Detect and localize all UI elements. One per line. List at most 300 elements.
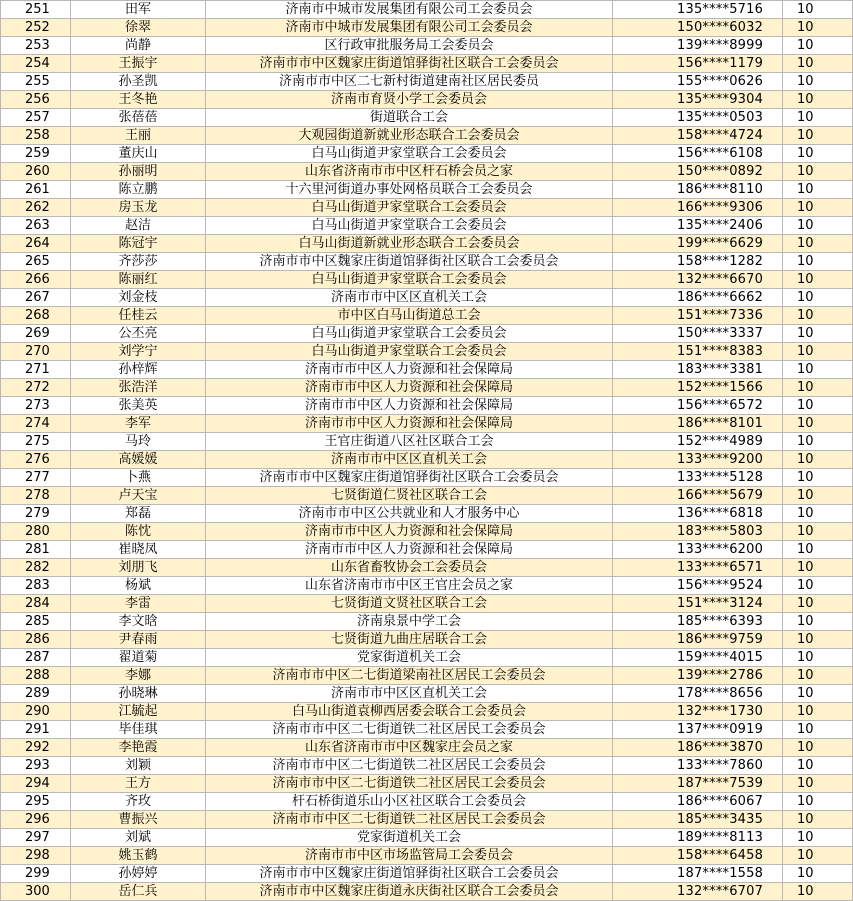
score-cell: 10	[783, 127, 853, 145]
table-row	[1, 487, 853, 505]
organization-cell: 区行政审批服务局工会委员会	[206, 37, 613, 55]
phone-cell: 189****8113	[613, 829, 783, 847]
phone-cell: 156****1179	[613, 55, 783, 73]
member-name-cell: 赵洁	[71, 217, 206, 235]
member-name-cell: 李军	[71, 415, 206, 433]
organization-cell: 济南市市中区人力资源和社会保障局	[206, 523, 613, 541]
score-cell: 10	[783, 37, 853, 55]
phone-cell: 187****7539	[613, 775, 783, 793]
phone-cell: 135****0503	[613, 109, 783, 127]
member-name-cell: 尹春雨	[71, 631, 206, 649]
organization-cell: 白马山街道尹家堂联合工会委员会	[206, 199, 613, 217]
table-row	[1, 775, 853, 793]
member-name-cell: 李艳霞	[71, 739, 206, 757]
member-name-cell: 孙丽明	[71, 163, 206, 181]
table-row	[1, 289, 853, 307]
table-row	[1, 37, 853, 55]
member-name-cell: 张美英	[71, 397, 206, 415]
row-number-cell: 295	[1, 793, 71, 811]
organization-cell: 白马山街道尹家堂联合工会委员会	[206, 325, 613, 343]
row-number-cell: 260	[1, 163, 71, 181]
row-number-cell: 279	[1, 505, 71, 523]
score-cell: 10	[783, 811, 853, 829]
organization-cell: 济南市市中区公共就业和人才服务中心	[206, 505, 613, 523]
row-number-cell: 288	[1, 667, 71, 685]
table-row	[1, 415, 853, 433]
phone-cell: 183****3381	[613, 361, 783, 379]
table-row	[1, 649, 853, 667]
member-name-cell: 李娜	[71, 667, 206, 685]
member-name-cell: 尚静	[71, 37, 206, 55]
table-row	[1, 721, 853, 739]
score-cell: 10	[783, 613, 853, 631]
row-number-cell: 291	[1, 721, 71, 739]
table-row	[1, 397, 853, 415]
score-cell: 10	[783, 253, 853, 271]
score-cell: 10	[783, 307, 853, 325]
phone-cell: 185****3435	[613, 811, 783, 829]
phone-cell: 139****8999	[613, 37, 783, 55]
organization-cell: 济南市市中区魏家庄街道馆驿街社区联合工会委员会	[206, 253, 613, 271]
row-number-cell: 280	[1, 523, 71, 541]
phone-cell: 183****5803	[613, 523, 783, 541]
member-name-cell: 刘斌	[71, 829, 206, 847]
phone-cell: 159****4015	[613, 649, 783, 667]
organization-cell: 七贤街道文贤社区联合工会	[206, 595, 613, 613]
member-name-cell: 刘学宁	[71, 343, 206, 361]
member-name-cell: 王冬艳	[71, 91, 206, 109]
organization-cell: 白马山街道尹家堂联合工会委员会	[206, 145, 613, 163]
phone-cell: 166****9306	[613, 199, 783, 217]
phone-cell: 156****6108	[613, 145, 783, 163]
score-cell: 10	[783, 1, 853, 19]
table-row	[1, 757, 853, 775]
score-cell: 10	[783, 739, 853, 757]
row-number-cell: 268	[1, 307, 71, 325]
score-cell: 10	[783, 559, 853, 577]
score-cell: 10	[783, 649, 853, 667]
table-row	[1, 595, 853, 613]
organization-cell: 济南市市中区二七街道梁南社区居民工会委员会	[206, 667, 613, 685]
row-number-cell: 286	[1, 631, 71, 649]
table-row	[1, 271, 853, 289]
table-row	[1, 703, 853, 721]
row-number-cell: 297	[1, 829, 71, 847]
row-number-cell: 292	[1, 739, 71, 757]
member-name-cell: 董庆山	[71, 145, 206, 163]
score-cell: 10	[783, 145, 853, 163]
table-row	[1, 379, 853, 397]
organization-cell: 山东省济南市市中区杆石桥会员之家	[206, 163, 613, 181]
table-row	[1, 541, 853, 559]
phone-cell: 135****5716	[613, 1, 783, 19]
member-name-cell: 江毓起	[71, 703, 206, 721]
phone-cell: 158****1282	[613, 253, 783, 271]
row-number-cell: 300	[1, 883, 71, 901]
member-name-cell: 李文晗	[71, 613, 206, 631]
table-row	[1, 883, 853, 901]
table-row	[1, 235, 853, 253]
table-row	[1, 181, 853, 199]
organization-cell: 济南市中城市发展集团有限公司工会委员会	[206, 1, 613, 19]
table-row	[1, 145, 853, 163]
table-row	[1, 811, 853, 829]
member-name-cell: 孙梓辉	[71, 361, 206, 379]
score-cell: 10	[783, 865, 853, 883]
score-cell: 10	[783, 523, 853, 541]
member-name-cell: 公丕亮	[71, 325, 206, 343]
table-row	[1, 127, 853, 145]
organization-cell: 济南市市中区二七新村街道建南社区居民委员	[206, 73, 613, 91]
score-cell: 10	[783, 361, 853, 379]
table-row	[1, 577, 853, 595]
member-name-cell: 崔晓凤	[71, 541, 206, 559]
row-number-cell: 274	[1, 415, 71, 433]
phone-cell: 152****1566	[613, 379, 783, 397]
row-number-cell: 273	[1, 397, 71, 415]
row-number-cell: 293	[1, 757, 71, 775]
score-cell: 10	[783, 55, 853, 73]
member-name-cell: 杨斌	[71, 577, 206, 595]
organization-cell: 白马山街道尹家堂联合工会委员会	[206, 271, 613, 289]
row-number-cell: 261	[1, 181, 71, 199]
row-number-cell: 271	[1, 361, 71, 379]
score-cell: 10	[783, 109, 853, 127]
row-number-cell: 255	[1, 73, 71, 91]
member-name-cell: 卢天宝	[71, 487, 206, 505]
organization-cell: 七贤街道仁贤社区联合工会	[206, 487, 613, 505]
member-name-cell: 马玲	[71, 433, 206, 451]
phone-cell: 132****1730	[613, 703, 783, 721]
organization-cell: 济南市市中区魏家庄街道馆驿街社区联合工会委员会	[206, 469, 613, 487]
row-number-cell: 277	[1, 469, 71, 487]
row-number-cell: 282	[1, 559, 71, 577]
row-number-cell: 289	[1, 685, 71, 703]
phone-cell: 150****3337	[613, 325, 783, 343]
table-row	[1, 613, 853, 631]
score-cell: 10	[783, 757, 853, 775]
score-cell: 10	[783, 469, 853, 487]
table-row	[1, 163, 853, 181]
phone-cell: 158****6458	[613, 847, 783, 865]
table-row	[1, 217, 853, 235]
score-cell: 10	[783, 685, 853, 703]
table-row	[1, 505, 853, 523]
row-number-cell: 251	[1, 1, 71, 19]
table-row	[1, 1, 853, 19]
score-cell: 10	[783, 451, 853, 469]
member-name-cell: 刘金枝	[71, 289, 206, 307]
score-cell: 10	[783, 667, 853, 685]
score-cell: 10	[783, 793, 853, 811]
organization-cell: 济南市市中区区直机关工会	[206, 685, 613, 703]
score-cell: 10	[783, 595, 853, 613]
organization-cell: 白马山街道尹家堂联合工会委员会	[206, 343, 613, 361]
phone-cell: 133****7860	[613, 757, 783, 775]
organization-cell: 济南市中城市发展集团有限公司工会委员会	[206, 19, 613, 37]
score-cell: 10	[783, 235, 853, 253]
score-cell: 10	[783, 73, 853, 91]
organization-cell: 济南市市中区人力资源和社会保障局	[206, 361, 613, 379]
member-name-cell: 王丽	[71, 127, 206, 145]
phone-cell: 136****6818	[613, 505, 783, 523]
row-number-cell: 284	[1, 595, 71, 613]
member-name-cell: 岳仁兵	[71, 883, 206, 901]
member-name-cell: 孙圣凯	[71, 73, 206, 91]
row-number-cell: 258	[1, 127, 71, 145]
organization-cell: 十六里河街道办事处网格员联合工会委员会	[206, 181, 613, 199]
member-name-cell: 王方	[71, 775, 206, 793]
score-cell: 10	[783, 397, 853, 415]
row-number-cell: 287	[1, 649, 71, 667]
row-number-cell: 267	[1, 289, 71, 307]
score-cell: 10	[783, 829, 853, 847]
row-number-cell: 298	[1, 847, 71, 865]
score-cell: 10	[783, 19, 853, 37]
organization-cell: 山东省济南市市中区王官庄会员之家	[206, 577, 613, 595]
member-name-cell: 房玉龙	[71, 199, 206, 217]
score-cell: 10	[783, 631, 853, 649]
score-cell: 10	[783, 379, 853, 397]
member-name-cell: 曹振兴	[71, 811, 206, 829]
organization-cell: 济南市市中区人力资源和社会保障局	[206, 397, 613, 415]
score-cell: 10	[783, 505, 853, 523]
score-cell: 10	[783, 91, 853, 109]
row-number-cell: 281	[1, 541, 71, 559]
row-number-cell: 285	[1, 613, 71, 631]
table-row	[1, 343, 853, 361]
phone-cell: 152****4989	[613, 433, 783, 451]
organization-cell: 王官庄街道八区社区联合工会	[206, 433, 613, 451]
phone-cell: 133****6200	[613, 541, 783, 559]
phone-cell: 199****6629	[613, 235, 783, 253]
organization-cell: 党家街道机关工会	[206, 829, 613, 847]
score-cell: 10	[783, 343, 853, 361]
organization-cell: 济南市市中区二七街道铁二社区居民工会委员会	[206, 721, 613, 739]
row-number-cell: 259	[1, 145, 71, 163]
row-number-cell: 299	[1, 865, 71, 883]
table-row	[1, 865, 853, 883]
row-number-cell: 263	[1, 217, 71, 235]
table-row	[1, 559, 853, 577]
table-row	[1, 109, 853, 127]
table-row	[1, 73, 853, 91]
phone-cell: 156****6572	[613, 397, 783, 415]
phone-cell: 150****0892	[613, 163, 783, 181]
organization-cell: 济南市市中区魏家庄街道馆驿街社区联合工会委员会	[206, 865, 613, 883]
table-row	[1, 667, 853, 685]
organization-cell: 济南市育贤小学工会委员会	[206, 91, 613, 109]
organization-cell: 济南市市中区二七街道铁二社区居民工会委员会	[206, 811, 613, 829]
score-cell: 10	[783, 487, 853, 505]
organization-cell: 白马山街道袁柳西居委会联合工会委员会	[206, 703, 613, 721]
phone-cell: 185****6393	[613, 613, 783, 631]
member-name-cell: 卜燕	[71, 469, 206, 487]
table-row	[1, 469, 853, 487]
row-number-cell: 269	[1, 325, 71, 343]
table-row	[1, 739, 853, 757]
member-name-cell: 翟道菊	[71, 649, 206, 667]
row-number-cell: 290	[1, 703, 71, 721]
member-name-cell: 齐莎莎	[71, 253, 206, 271]
organization-cell: 济南泉景中学工会	[206, 613, 613, 631]
phone-cell: 151****3124	[613, 595, 783, 613]
member-name-cell: 任桂云	[71, 307, 206, 325]
score-cell: 10	[783, 289, 853, 307]
phone-cell: 133****9200	[613, 451, 783, 469]
member-name-cell: 高媛媛	[71, 451, 206, 469]
score-cell: 10	[783, 415, 853, 433]
score-cell: 10	[783, 703, 853, 721]
organization-cell: 济南市市中区区直机关工会	[206, 289, 613, 307]
member-name-cell: 张蓓蓓	[71, 109, 206, 127]
organization-cell: 大观园街道新就业形态联合工会委员会	[206, 127, 613, 145]
row-number-cell: 266	[1, 271, 71, 289]
phone-cell: 186****9759	[613, 631, 783, 649]
organization-cell: 济南市市中区魏家庄街道永庆街社区联合工会委员会	[206, 883, 613, 901]
table-row	[1, 829, 853, 847]
phone-cell: 155****0626	[613, 73, 783, 91]
phone-cell: 158****4724	[613, 127, 783, 145]
table-row	[1, 685, 853, 703]
row-number-cell: 257	[1, 109, 71, 127]
organization-cell: 白马山街道尹家堂联合工会委员会	[206, 217, 613, 235]
member-name-cell: 李雷	[71, 595, 206, 613]
phone-cell: 150****6032	[613, 19, 783, 37]
member-name-cell: 孙婷婷	[71, 865, 206, 883]
table-row	[1, 253, 853, 271]
phone-cell: 156****9524	[613, 577, 783, 595]
phone-cell: 187****1558	[613, 865, 783, 883]
phone-cell: 137****0919	[613, 721, 783, 739]
score-cell: 10	[783, 181, 853, 199]
phone-cell: 186****6067	[613, 793, 783, 811]
phone-cell: 135****2406	[613, 217, 783, 235]
row-number-cell: 278	[1, 487, 71, 505]
row-number-cell: 253	[1, 37, 71, 55]
organization-cell: 济南市市中区魏家庄街道馆驿街社区联合工会委员会	[206, 55, 613, 73]
table-row	[1, 793, 853, 811]
organization-cell: 党家街道机关工会	[206, 649, 613, 667]
member-name-cell: 毕佳琪	[71, 721, 206, 739]
table-row	[1, 307, 853, 325]
organization-cell: 七贤街道九曲庄居联合工会	[206, 631, 613, 649]
score-cell: 10	[783, 163, 853, 181]
score-cell: 10	[783, 325, 853, 343]
member-name-cell: 陈立鹏	[71, 181, 206, 199]
phone-cell: 178****8656	[613, 685, 783, 703]
organization-cell: 山东省济南市市中区魏家庄会员之家	[206, 739, 613, 757]
score-cell: 10	[783, 199, 853, 217]
organization-cell: 济南市市中区人力资源和社会保障局	[206, 541, 613, 559]
row-number-cell: 270	[1, 343, 71, 361]
row-number-cell: 283	[1, 577, 71, 595]
phone-cell: 132****6670	[613, 271, 783, 289]
organization-cell: 济南市市中区区直机关工会	[206, 451, 613, 469]
member-name-cell: 孙晓琳	[71, 685, 206, 703]
organization-cell: 济南市市中区市场监管局工会委员会	[206, 847, 613, 865]
organization-cell: 济南市市中区二七街道铁二社区居民工会委员会	[206, 775, 613, 793]
organization-cell: 白马山街道新就业形态联合工会委员会	[206, 235, 613, 253]
phone-cell: 151****8383	[613, 343, 783, 361]
table-body	[1, 1, 853, 901]
row-number-cell: 296	[1, 811, 71, 829]
member-name-cell: 刘朋飞	[71, 559, 206, 577]
member-name-cell: 齐玫	[71, 793, 206, 811]
row-number-cell: 256	[1, 91, 71, 109]
phone-cell: 186****6662	[613, 289, 783, 307]
row-number-cell: 294	[1, 775, 71, 793]
row-number-cell: 262	[1, 199, 71, 217]
table-row	[1, 91, 853, 109]
organization-cell: 济南市市中区人力资源和社会保障局	[206, 379, 613, 397]
row-number-cell: 252	[1, 19, 71, 37]
score-cell: 10	[783, 577, 853, 595]
table-row	[1, 433, 853, 451]
phone-cell: 186****8101	[613, 415, 783, 433]
score-cell: 10	[783, 721, 853, 739]
phone-cell: 133****5128	[613, 469, 783, 487]
member-name-cell: 田军	[71, 1, 206, 19]
table-row	[1, 361, 853, 379]
table-row	[1, 847, 853, 865]
row-number-cell: 272	[1, 379, 71, 397]
member-name-cell: 陈冠宇	[71, 235, 206, 253]
row-number-cell: 254	[1, 55, 71, 73]
organization-cell: 杆石桥街道乐山小区社区联合工会委员会	[206, 793, 613, 811]
phone-cell: 135****9304	[613, 91, 783, 109]
score-cell: 10	[783, 847, 853, 865]
table-row	[1, 631, 853, 649]
member-name-cell: 张浩洋	[71, 379, 206, 397]
table-row	[1, 199, 853, 217]
organization-cell: 济南市市中区人力资源和社会保障局	[206, 415, 613, 433]
score-cell: 10	[783, 271, 853, 289]
member-name-cell: 徐翠	[71, 19, 206, 37]
member-name-cell: 郑磊	[71, 505, 206, 523]
organization-cell: 山东省畜牧协会工会委员会	[206, 559, 613, 577]
row-number-cell: 276	[1, 451, 71, 469]
score-cell: 10	[783, 541, 853, 559]
score-cell: 10	[783, 217, 853, 235]
phone-cell: 139****2786	[613, 667, 783, 685]
score-cell: 10	[783, 883, 853, 901]
member-name-cell: 王振宇	[71, 55, 206, 73]
table-row	[1, 451, 853, 469]
phone-cell: 132****6707	[613, 883, 783, 901]
member-name-cell: 刘颖	[71, 757, 206, 775]
organization-cell: 济南市市中区二七街道铁二社区居民工会委员会	[206, 757, 613, 775]
phone-cell: 151****7336	[613, 307, 783, 325]
member-name-cell: 陈丽红	[71, 271, 206, 289]
row-number-cell: 265	[1, 253, 71, 271]
table-row	[1, 523, 853, 541]
row-number-cell: 275	[1, 433, 71, 451]
table-row	[1, 19, 853, 37]
table-row	[1, 55, 853, 73]
phone-cell: 186****3870	[613, 739, 783, 757]
table-row	[1, 325, 853, 343]
organization-cell: 市中区白马山街道总工会	[206, 307, 613, 325]
score-cell: 10	[783, 775, 853, 793]
score-cell: 10	[783, 433, 853, 451]
member-name-cell: 姚玉鹤	[71, 847, 206, 865]
organization-cell: 街道联合工会	[206, 109, 613, 127]
member-name-cell: 陈忱	[71, 523, 206, 541]
phone-cell: 186****8110	[613, 181, 783, 199]
phone-cell: 166****5679	[613, 487, 783, 505]
row-number-cell: 264	[1, 235, 71, 253]
